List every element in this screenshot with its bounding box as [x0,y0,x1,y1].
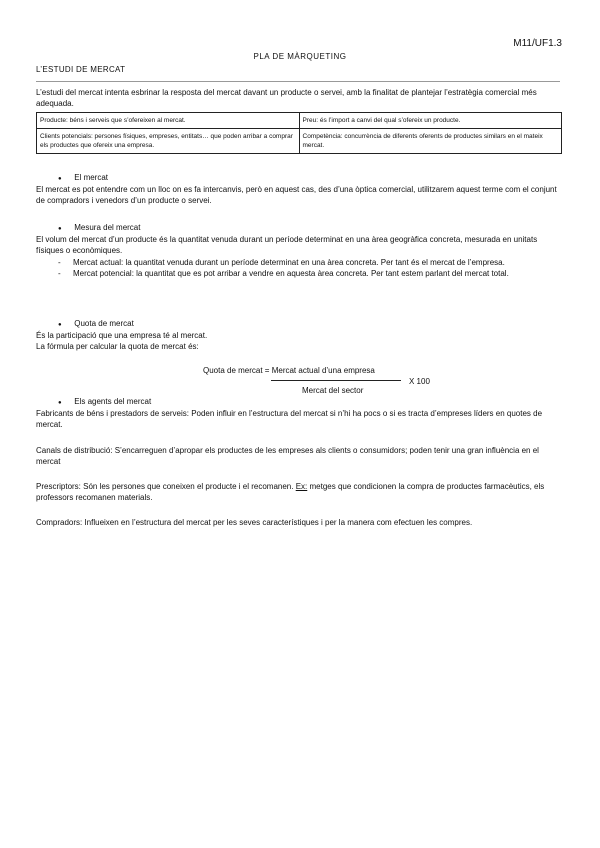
bullet-icon: ● [58,322,62,328]
heading-label: El mercat [74,173,109,182]
quota-line-2: La fórmula per calcular la quota de mercat és: [36,342,199,351]
prescriptors-example-label: Ex: [295,482,308,491]
table-row [37,129,562,154]
fraction-bar [271,380,401,381]
mesura-paragraph: El volum del mercat d’un producte és la quantitat venuda durant un període determinat en una àrea geogràfica concreta, mesurada en unitats físiques o econòmiques. [36,235,538,255]
bullet-icon: ● [58,176,62,182]
formula-denominator: Mercat del sector [302,386,364,395]
heading-label: Els agents del mercat [74,397,152,406]
list-item [58,268,558,279]
mercat-paragraph: El mercat es pot entendre com un lloc on es fa intercanvis, però en aquest cas, des d’una òptica comercial, utilitzarem aquest terme com el conjunt de compradors i venedors d’un producte o servei. [36,185,557,205]
list-item-text: Mercat actual: la quantitat venuda durant un període determinat en una àrea concreta. Per tant és el mercat de l’empresa. [73,258,505,267]
dash-marker: - [58,258,61,267]
formula-numerator: Quota de mercat = Mercat actual d’una empresa [203,366,375,375]
agents-fabricants: Fabricants de béns i prestadors de serveis: Poden influir en l’estructura del mercat si n’hi ha pocs o si es tracta d’empreses líders en quotes de mercat. [36,409,543,429]
list-item [58,257,558,268]
heading-label: Mesura del mercat [74,223,141,232]
agents-prescriptors [36,481,560,503]
heading-mesura-del-mercat [58,223,140,232]
heading-label: Quota de mercat [74,319,134,328]
dash-marker: - [58,269,61,278]
heading-el-mercat [58,173,108,182]
prescriptors-text-a: Prescriptors: Són les persones que coneixen el producte i el recomanen. [36,482,296,491]
table-row [37,113,562,129]
intro-paragraph: L’estudi del mercat intenta esbrinar la resposta del mercat davant un producte o servei, amb la finalitat de plantejar l’estratègia comercial més adequada. [36,88,537,108]
divider [36,81,560,82]
table-cell-clients: Clients potencials: persones físiques, empreses, entitats… que poden arribar a comprar els productes que ofereix una empresa. [37,129,300,154]
bullet-icon: ● [58,400,62,406]
agents-compradors: Compradors: Influeixen en l’estructura del mercat per les seves característiques i per la manera com efectuen les compres. [36,518,473,527]
mesura-list [58,257,558,279]
quota-line-1: És la participació que una empresa té al mercat. [36,331,208,340]
heading-quota-de-mercat [58,319,134,328]
prescriptors-text-b: metges que condicionen la compra de productes farmacèutics, els professors recomanen materials. [36,482,545,502]
section-title: L’ESTUDI DE MERCAT [36,65,126,74]
module-code: M11/UF1.3 [513,38,562,49]
table-cell-producte: Producte: béns i serveis que s’ofereixen al mercat. [37,113,300,129]
document-title: PLA DE MÀRQUETING [253,52,347,61]
list-item-text: Mercat potencial: la quantitat que es pot arribar a vendre en aquesta àrea concreta. Per tant estem parlant del mercat total. [73,269,509,278]
table-cell-preu: Preu: és l’import a canvi del qual s’ofereix un producte. [299,113,562,129]
heading-agents-del-mercat [58,397,151,406]
bullet-icon: ● [58,226,62,232]
formula-multiplier: X 100 [409,377,430,386]
agents-canals: Canals de distribució: S’encarreguen d’apropar els productes de les empreses als clients o consumidors; poden tenir una gran influència en el mercat [36,446,539,466]
definitions-table [36,112,562,154]
table-cell-competencia: Competència: concurrència de diferents oferents de productes similars en el mateix mercat. [299,129,562,154]
